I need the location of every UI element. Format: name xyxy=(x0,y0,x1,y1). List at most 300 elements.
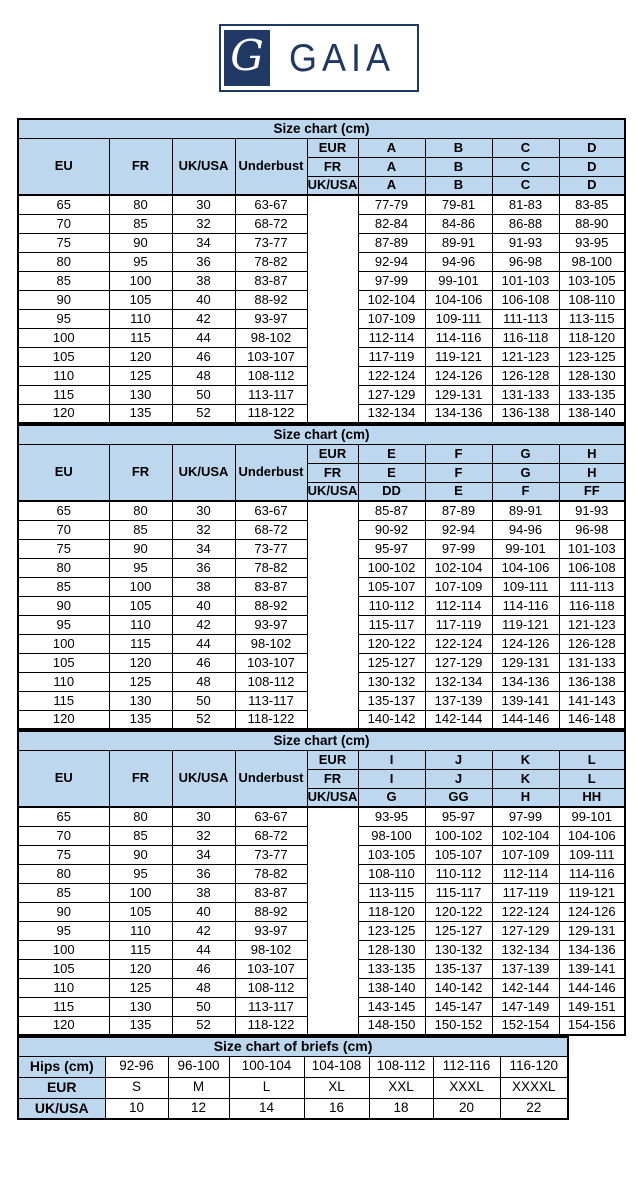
bust-range-cell: 92-94 xyxy=(358,252,425,271)
cup-size-header: FF xyxy=(559,482,625,501)
size-cell: 78-82 xyxy=(235,252,307,271)
spacer-cell xyxy=(307,940,358,959)
briefs-size-cell: 116-120 xyxy=(500,1056,568,1077)
size-cell: 98-102 xyxy=(235,328,307,347)
bust-range-cell: 147-149 xyxy=(492,997,559,1016)
size-cell: 105 xyxy=(18,959,109,978)
bust-range-cell: 94-96 xyxy=(425,252,492,271)
size-cell: 100 xyxy=(109,883,172,902)
size-cell: 105 xyxy=(109,596,172,615)
size-row xyxy=(18,539,625,558)
bust-range-cell: 150-152 xyxy=(425,1016,492,1035)
bust-range-cell: 134-136 xyxy=(425,404,492,423)
size-cell: 46 xyxy=(172,653,235,672)
cup-size-header: K xyxy=(492,769,559,788)
bust-range-cell: 126-128 xyxy=(492,366,559,385)
cup-size-header: H xyxy=(559,463,625,482)
bust-range-cell: 127-129 xyxy=(425,653,492,672)
bust-range-cell: 97-99 xyxy=(425,539,492,558)
size-cell: 105 xyxy=(109,902,172,921)
cup-size-header: G xyxy=(492,444,559,463)
bust-range-cell: 136-138 xyxy=(492,404,559,423)
briefs-size-cell: XXL xyxy=(369,1077,433,1098)
bust-range-cell: 107-109 xyxy=(425,577,492,596)
size-system-label: EUR xyxy=(307,750,358,769)
size-cell: 130 xyxy=(109,691,172,710)
bust-range-cell: 119-121 xyxy=(425,347,492,366)
size-cell: 38 xyxy=(172,883,235,902)
briefs-size-cell: XXXXL xyxy=(500,1077,568,1098)
spacer-cell xyxy=(307,195,358,214)
spacer-cell xyxy=(307,328,358,347)
bust-range-cell: 122-124 xyxy=(425,634,492,653)
size-cell: 118-122 xyxy=(235,1016,307,1035)
size-row xyxy=(18,290,625,309)
size-row xyxy=(18,195,625,214)
column-header: UK/USA xyxy=(172,444,235,501)
bust-range-cell: 105-107 xyxy=(358,577,425,596)
size-cell: 115 xyxy=(18,385,109,404)
size-cell: 110 xyxy=(109,615,172,634)
bust-range-cell: 154-156 xyxy=(559,1016,625,1035)
bust-range-cell: 125-127 xyxy=(358,653,425,672)
size-cell: 52 xyxy=(172,1016,235,1035)
size-cell: 70 xyxy=(18,826,109,845)
column-header: EU xyxy=(18,444,109,501)
bust-range-cell: 101-103 xyxy=(559,539,625,558)
size-cell: 113-117 xyxy=(235,997,307,1016)
briefs-row xyxy=(18,1098,568,1119)
size-row xyxy=(18,691,625,710)
size-row xyxy=(18,1016,625,1035)
bust-range-cell: 87-89 xyxy=(358,233,425,252)
size-cell: 32 xyxy=(172,520,235,539)
size-row xyxy=(18,596,625,615)
size-cell: 98-102 xyxy=(235,940,307,959)
bust-range-cell: 118-120 xyxy=(559,328,625,347)
size-row xyxy=(18,366,625,385)
size-cell: 68-72 xyxy=(235,214,307,233)
cup-size-header: L xyxy=(559,750,625,769)
cup-size-header: I xyxy=(358,750,425,769)
bust-range-cell: 118-120 xyxy=(358,902,425,921)
size-cell: 73-77 xyxy=(235,539,307,558)
cup-size-header: C xyxy=(492,157,559,176)
size-cell: 90 xyxy=(109,233,172,252)
bust-range-cell: 146-148 xyxy=(559,710,625,729)
bust-range-cell: 129-131 xyxy=(559,921,625,940)
bust-range-cell: 95-97 xyxy=(358,539,425,558)
bust-range-cell: 140-142 xyxy=(425,978,492,997)
bust-range-cell: 108-110 xyxy=(358,864,425,883)
column-header: EU xyxy=(18,750,109,807)
briefs-size-cell: 96-100 xyxy=(168,1056,229,1077)
spacer-cell xyxy=(307,634,358,653)
size-cell: 110 xyxy=(109,309,172,328)
size-cell: 120 xyxy=(18,1016,109,1035)
bust-range-cell: 110-112 xyxy=(358,596,425,615)
spacer-cell xyxy=(307,233,358,252)
spacer-cell xyxy=(307,826,358,845)
bust-range-cell: 99-101 xyxy=(559,807,625,826)
size-cell: 115 xyxy=(109,940,172,959)
size-cell: 88-92 xyxy=(235,290,307,309)
spacer-cell xyxy=(307,558,358,577)
bust-range-cell: 121-123 xyxy=(559,615,625,634)
bust-range-cell: 95-97 xyxy=(425,807,492,826)
size-cell: 95 xyxy=(18,309,109,328)
cup-size-header: F xyxy=(425,463,492,482)
size-row xyxy=(18,959,625,978)
row-header: EUR xyxy=(18,1077,105,1098)
size-cell: 88-92 xyxy=(235,596,307,615)
size-cell: 90 xyxy=(109,539,172,558)
bust-range-cell: 136-138 xyxy=(559,672,625,691)
size-row xyxy=(18,347,625,366)
cup-size-header: E xyxy=(358,463,425,482)
size-cell: 93-97 xyxy=(235,309,307,328)
column-header: FR xyxy=(109,138,172,195)
size-cell: 44 xyxy=(172,940,235,959)
briefs-size-cell: S xyxy=(105,1077,168,1098)
size-cell: 80 xyxy=(18,864,109,883)
cup-size-header: F xyxy=(492,482,559,501)
cup-size-header: L xyxy=(559,769,625,788)
bust-range-cell: 101-103 xyxy=(492,271,559,290)
bust-range-cell: 113-115 xyxy=(358,883,425,902)
size-cell: 80 xyxy=(109,195,172,214)
size-cell: 63-67 xyxy=(235,195,307,214)
size-cell: 95 xyxy=(18,615,109,634)
size-cell: 110 xyxy=(18,978,109,997)
cup-size-header: E xyxy=(358,444,425,463)
briefs-size-cell: 22 xyxy=(500,1098,568,1119)
column-header: UK/USA xyxy=(172,750,235,807)
bust-range-cell: 120-122 xyxy=(358,634,425,653)
bust-range-cell: 113-115 xyxy=(559,309,625,328)
size-cell: 36 xyxy=(172,252,235,271)
bust-range-cell: 122-124 xyxy=(492,902,559,921)
size-cell: 68-72 xyxy=(235,520,307,539)
size-cell: 108-112 xyxy=(235,366,307,385)
briefs-size-cell: 18 xyxy=(369,1098,433,1119)
size-cell: 103-107 xyxy=(235,347,307,366)
spacer-cell xyxy=(307,978,358,997)
size-cell: 110 xyxy=(18,366,109,385)
row-header: Hips (cm) xyxy=(18,1056,105,1077)
bust-range-cell: 102-104 xyxy=(358,290,425,309)
cup-size-header: D xyxy=(559,157,625,176)
bust-range-cell: 125-127 xyxy=(425,921,492,940)
bust-range-cell: 91-93 xyxy=(559,501,625,520)
cup-size-header: C xyxy=(492,176,559,195)
size-cell: 103-107 xyxy=(235,653,307,672)
size-system-label: FR xyxy=(307,463,358,482)
cup-size-header: J xyxy=(425,769,492,788)
cup-size-header: E xyxy=(425,482,492,501)
size-cell: 98-102 xyxy=(235,634,307,653)
size-cell: 75 xyxy=(18,539,109,558)
size-cell: 52 xyxy=(172,404,235,423)
bust-range-cell: 129-131 xyxy=(492,653,559,672)
cup-size-header: A xyxy=(358,176,425,195)
bust-range-cell: 132-134 xyxy=(358,404,425,423)
size-cell: 80 xyxy=(109,501,172,520)
spacer-cell xyxy=(307,577,358,596)
bust-range-cell: 139-141 xyxy=(559,959,625,978)
cup-size-header: I xyxy=(358,769,425,788)
size-cell: 90 xyxy=(18,596,109,615)
bust-range-cell: 114-116 xyxy=(559,864,625,883)
briefs-size-cell: 10 xyxy=(105,1098,168,1119)
size-cell: 34 xyxy=(172,845,235,864)
bust-range-cell: 133-135 xyxy=(559,385,625,404)
size-row xyxy=(18,520,625,539)
size-cell: 88-92 xyxy=(235,902,307,921)
bust-range-cell: 137-139 xyxy=(492,959,559,978)
size-cell: 100 xyxy=(18,634,109,653)
cup-size-header: B xyxy=(425,176,492,195)
cup-size-header: A xyxy=(358,157,425,176)
spacer-cell xyxy=(307,902,358,921)
spacer-cell xyxy=(307,385,358,404)
size-cell: 50 xyxy=(172,691,235,710)
size-cell: 83-87 xyxy=(235,271,307,290)
spacer-cell xyxy=(307,921,358,940)
cup-size-header: D xyxy=(559,138,625,157)
spacer-cell xyxy=(307,252,358,271)
table-title: Size chart of briefs (cm) xyxy=(18,1037,568,1056)
size-row xyxy=(18,921,625,940)
size-cell: 30 xyxy=(172,501,235,520)
bust-range-cell: 106-108 xyxy=(559,558,625,577)
column-header: UK/USA xyxy=(172,138,235,195)
size-row xyxy=(18,883,625,902)
briefs-size-cell: 100-104 xyxy=(229,1056,304,1077)
spacer-cell xyxy=(307,309,358,328)
bust-range-cell: 81-83 xyxy=(492,195,559,214)
size-cell: 105 xyxy=(18,347,109,366)
bust-range-cell: 96-98 xyxy=(559,520,625,539)
size-row xyxy=(18,634,625,653)
briefs-row xyxy=(18,1077,568,1098)
bust-range-cell: 144-146 xyxy=(492,710,559,729)
bust-range-cell: 117-119 xyxy=(358,347,425,366)
size-cell: 108-112 xyxy=(235,672,307,691)
size-cell: 90 xyxy=(18,290,109,309)
bust-range-cell: 140-142 xyxy=(358,710,425,729)
size-cell: 65 xyxy=(18,807,109,826)
bust-range-cell: 97-99 xyxy=(358,271,425,290)
cup-size-header: B xyxy=(425,138,492,157)
size-cell: 78-82 xyxy=(235,558,307,577)
size-row xyxy=(18,710,625,729)
size-row xyxy=(18,233,625,252)
size-cell: 90 xyxy=(18,902,109,921)
size-cell: 32 xyxy=(172,214,235,233)
briefs-size-cell: XL xyxy=(304,1077,369,1098)
bust-range-cell: 143-145 xyxy=(358,997,425,1016)
bust-range-cell: 149-151 xyxy=(559,997,625,1016)
bust-range-cell: 93-95 xyxy=(559,233,625,252)
cup-size-header: H xyxy=(559,444,625,463)
table-title: Size chart (cm) xyxy=(18,731,625,750)
size-cell: 36 xyxy=(172,558,235,577)
size-system-label: UK/USA xyxy=(307,788,358,807)
bust-range-cell: 117-119 xyxy=(425,615,492,634)
size-cell: 75 xyxy=(18,845,109,864)
bust-range-cell: 111-113 xyxy=(492,309,559,328)
briefs-size-cell: XXXL xyxy=(433,1077,500,1098)
size-cell: 38 xyxy=(172,271,235,290)
bust-range-cell: 84-86 xyxy=(425,214,492,233)
size-cell: 42 xyxy=(172,921,235,940)
size-system-label: UK/USA xyxy=(307,176,358,195)
size-cell: 135 xyxy=(109,710,172,729)
bust-range-cell: 102-104 xyxy=(492,826,559,845)
bust-range-cell: 108-110 xyxy=(559,290,625,309)
bust-range-cell: 124-126 xyxy=(425,366,492,385)
bust-range-cell: 116-118 xyxy=(559,596,625,615)
bust-range-cell: 116-118 xyxy=(492,328,559,347)
size-row xyxy=(18,807,625,826)
logo-area xyxy=(0,0,638,92)
bust-range-cell: 79-81 xyxy=(425,195,492,214)
size-cell: 73-77 xyxy=(235,233,307,252)
spacer-cell xyxy=(307,366,358,385)
bust-range-cell: 98-100 xyxy=(559,252,625,271)
spacer-cell xyxy=(307,653,358,672)
bust-range-cell: 110-112 xyxy=(425,864,492,883)
size-cell: 100 xyxy=(18,940,109,959)
size-cell: 115 xyxy=(109,328,172,347)
cup-size-header: F xyxy=(425,444,492,463)
size-cell: 80 xyxy=(18,558,109,577)
size-cell: 93-97 xyxy=(235,921,307,940)
briefs-size-cell: 16 xyxy=(304,1098,369,1119)
briefs-size-cell: 104-108 xyxy=(304,1056,369,1077)
size-cell: 34 xyxy=(172,233,235,252)
bust-range-cell: 142-144 xyxy=(425,710,492,729)
bust-range-cell: 103-105 xyxy=(358,845,425,864)
bust-range-cell: 112-114 xyxy=(358,328,425,347)
size-cell: 90 xyxy=(109,845,172,864)
size-cell: 110 xyxy=(18,672,109,691)
size-row xyxy=(18,615,625,634)
size-cell: 68-72 xyxy=(235,826,307,845)
bust-range-cell: 122-124 xyxy=(358,366,425,385)
cup-size-header: GG xyxy=(425,788,492,807)
spacer-cell xyxy=(307,883,358,902)
size-cell: 83-87 xyxy=(235,577,307,596)
size-cell: 34 xyxy=(172,539,235,558)
gaia-wordmark: GAIA xyxy=(288,35,396,80)
cup-size-header: C xyxy=(492,138,559,157)
bust-range-cell: 77-79 xyxy=(358,195,425,214)
bust-range-cell: 107-109 xyxy=(492,845,559,864)
size-row xyxy=(18,385,625,404)
size-cell: 113-117 xyxy=(235,385,307,404)
size-cell: 100 xyxy=(18,328,109,347)
size-cell: 130 xyxy=(109,997,172,1016)
bust-range-cell: 127-129 xyxy=(492,921,559,940)
gaia-logo xyxy=(219,24,419,92)
bust-range-cell: 99-101 xyxy=(425,271,492,290)
bust-range-cell: 104-106 xyxy=(559,826,625,845)
size-cell: 105 xyxy=(18,653,109,672)
size-cell: 48 xyxy=(172,978,235,997)
size-cell: 42 xyxy=(172,615,235,634)
size-cell: 32 xyxy=(172,826,235,845)
briefs-size-cell: M xyxy=(168,1077,229,1098)
spacer-cell xyxy=(307,672,358,691)
size-row xyxy=(18,826,625,845)
bust-range-cell: 90-92 xyxy=(358,520,425,539)
bust-range-cell: 135-137 xyxy=(425,959,492,978)
spacer-cell xyxy=(307,691,358,710)
size-cell: 65 xyxy=(18,195,109,214)
size-cell: 100 xyxy=(109,577,172,596)
spacer-cell xyxy=(307,959,358,978)
briefs-size-table xyxy=(17,1036,569,1120)
bust-range-cell: 142-144 xyxy=(492,978,559,997)
size-cell: 78-82 xyxy=(235,864,307,883)
bust-range-cell: 131-133 xyxy=(559,653,625,672)
size-cell: 83-87 xyxy=(235,883,307,902)
bust-range-cell: 123-125 xyxy=(559,347,625,366)
bust-range-cell: 130-132 xyxy=(358,672,425,691)
bust-range-cell: 134-136 xyxy=(559,940,625,959)
spacer-cell xyxy=(307,864,358,883)
column-header: FR xyxy=(109,750,172,807)
bust-range-cell: 100-102 xyxy=(425,826,492,845)
bust-range-cell: 120-122 xyxy=(425,902,492,921)
size-cell: 63-67 xyxy=(235,807,307,826)
size-cell: 120 xyxy=(18,404,109,423)
bust-range-cell: 104-106 xyxy=(492,558,559,577)
size-cell: 52 xyxy=(172,710,235,729)
size-cell: 115 xyxy=(18,691,109,710)
size-cell: 135 xyxy=(109,404,172,423)
size-cell: 95 xyxy=(109,252,172,271)
size-row xyxy=(18,978,625,997)
bust-range-cell: 87-89 xyxy=(425,501,492,520)
bust-range-cell: 93-95 xyxy=(358,807,425,826)
cup-size-header: G xyxy=(358,788,425,807)
size-cell: 75 xyxy=(18,233,109,252)
column-header: Underbust xyxy=(235,444,307,501)
size-cell: 110 xyxy=(109,921,172,940)
bra-size-table-3 xyxy=(17,730,626,1036)
bust-range-cell: 98-100 xyxy=(358,826,425,845)
bust-range-cell: 103-105 xyxy=(559,271,625,290)
bust-range-cell: 139-141 xyxy=(492,691,559,710)
spacer-cell xyxy=(307,520,358,539)
cup-size-header: D xyxy=(559,176,625,195)
bust-range-cell: 114-116 xyxy=(425,328,492,347)
size-cell: 30 xyxy=(172,195,235,214)
bust-range-cell: 126-128 xyxy=(559,634,625,653)
cup-size-header: B xyxy=(425,157,492,176)
bust-range-cell: 131-133 xyxy=(492,385,559,404)
bust-range-cell: 96-98 xyxy=(492,252,559,271)
size-cell: 95 xyxy=(109,558,172,577)
bust-range-cell: 91-93 xyxy=(492,233,559,252)
cup-size-header: H xyxy=(492,788,559,807)
size-cell: 120 xyxy=(109,653,172,672)
spacer-cell xyxy=(307,404,358,423)
size-cell: 80 xyxy=(18,252,109,271)
